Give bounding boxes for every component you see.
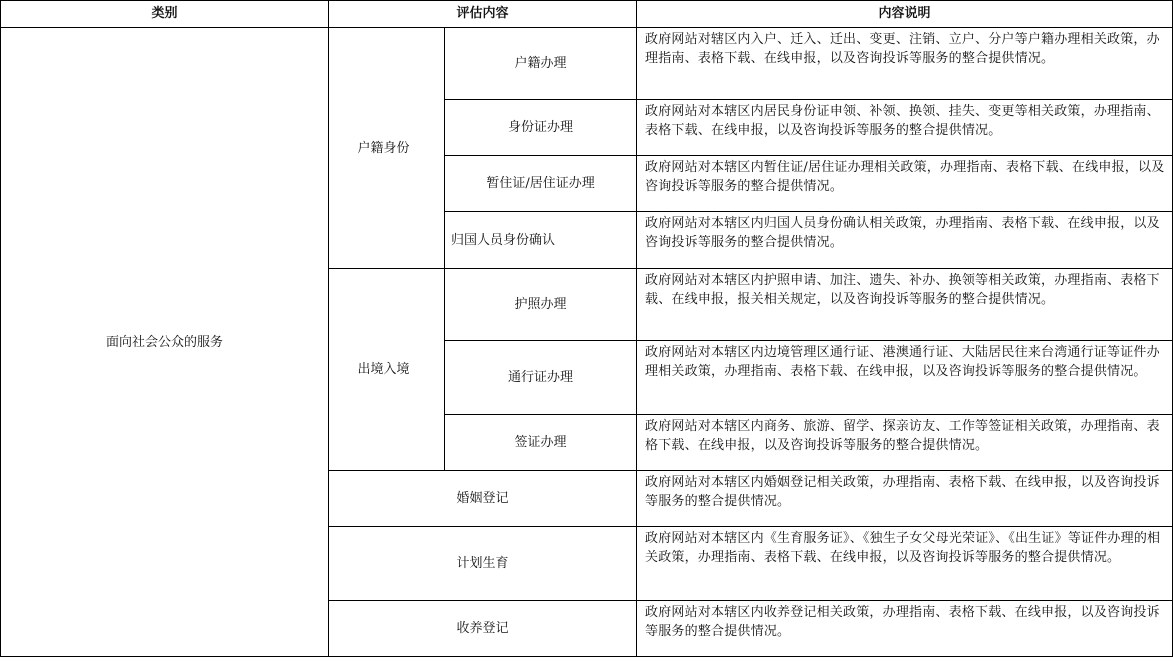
item-label: 收养登记 [329,601,637,657]
item-description: 政府网站对本辖区内商务、旅游、留学、探亲访友、工作等签证相关政策，办理指南、表格下载、在线申报，以及咨询投诉等服务的整合提供情况。 [637,415,1173,471]
item-label: 婚姻登记 [329,471,637,527]
group-chujing: 出境入境 [329,269,445,471]
item-label: 暂住证/居住证办理 [445,156,637,212]
item-description: 政府网站对本辖区内《生育服务证》、《独生子女父母光荣证》、《出生证》等证件办理的相关政策，办理指南、表格下载、在线申报，以及咨询投诉等服务的整合提供情况。 [637,527,1173,601]
item-description: 政府网站对本辖区内婚姻登记相关政策，办理指南、表格下载、在线申报，以及咨询投诉等服务的整合提供情况。 [637,471,1173,527]
table-row [1,28,1173,100]
item-description: 政府网站对辖区内入户、迁入、迁出、变更、注销、立户、分户等户籍办理相关政策，办理指南、表格下载、在线申报，以及咨询投诉等服务的整合提供情况。 [637,28,1173,100]
item-description: 政府网站对本辖区内边境管理区通行证、港澳通行证、大陆居民往来台湾通行证等证件办理相关政策，办理指南、表格下载、在线申报，以及咨询投诉等服务的整合提供情况。 [637,341,1173,415]
item-label: 户籍办理 [445,28,637,100]
item-label: 通行证办理 [445,341,637,415]
item-label: 身份证办理 [445,100,637,156]
item-description: 政府网站对本辖区内收养登记相关政策，办理指南、表格下载、在线申报，以及咨询投诉等服务的整合提供情况。 [637,601,1173,657]
group-huji: 户籍身份 [329,28,445,269]
header-assessment: 评估内容 [329,1,637,28]
header-row [1,1,1173,28]
item-label: 护照办理 [445,269,637,341]
header-description: 内容说明 [637,1,1173,28]
item-description: 政府网站对本辖区内护照申请、加注、遗失、补办、换领等相关政策，办理指南、表格下载、在线申报，报关相关规定，以及咨询投诉等服务的整合提供情况。 [637,269,1173,341]
item-description: 政府网站对本辖区内居民身份证申领、补领、换领、挂失、变更等相关政策，办理指南、表格下载、在线申报，以及咨询投诉等服务的整合提供情况。 [637,100,1173,156]
item-description: 政府网站对本辖区内归国人员身份确认相关政策，办理指南、表格下载、在线申报，以及咨询投诉等服务的整合提供情况。 [637,212,1173,269]
header-category: 类别 [1,1,329,28]
item-label: 计划生育 [329,527,637,601]
item-label: 归国人员身份确认 [445,212,637,269]
item-label: 签证办理 [445,415,637,471]
item-description: 政府网站对本辖区内暂住证/居住证办理相关政策，办理指南、表格下载、在线申报，以及咨询投诉等服务的整合提供情况。 [637,156,1173,212]
category-cell: 面向社会公众的服务 [1,28,329,657]
